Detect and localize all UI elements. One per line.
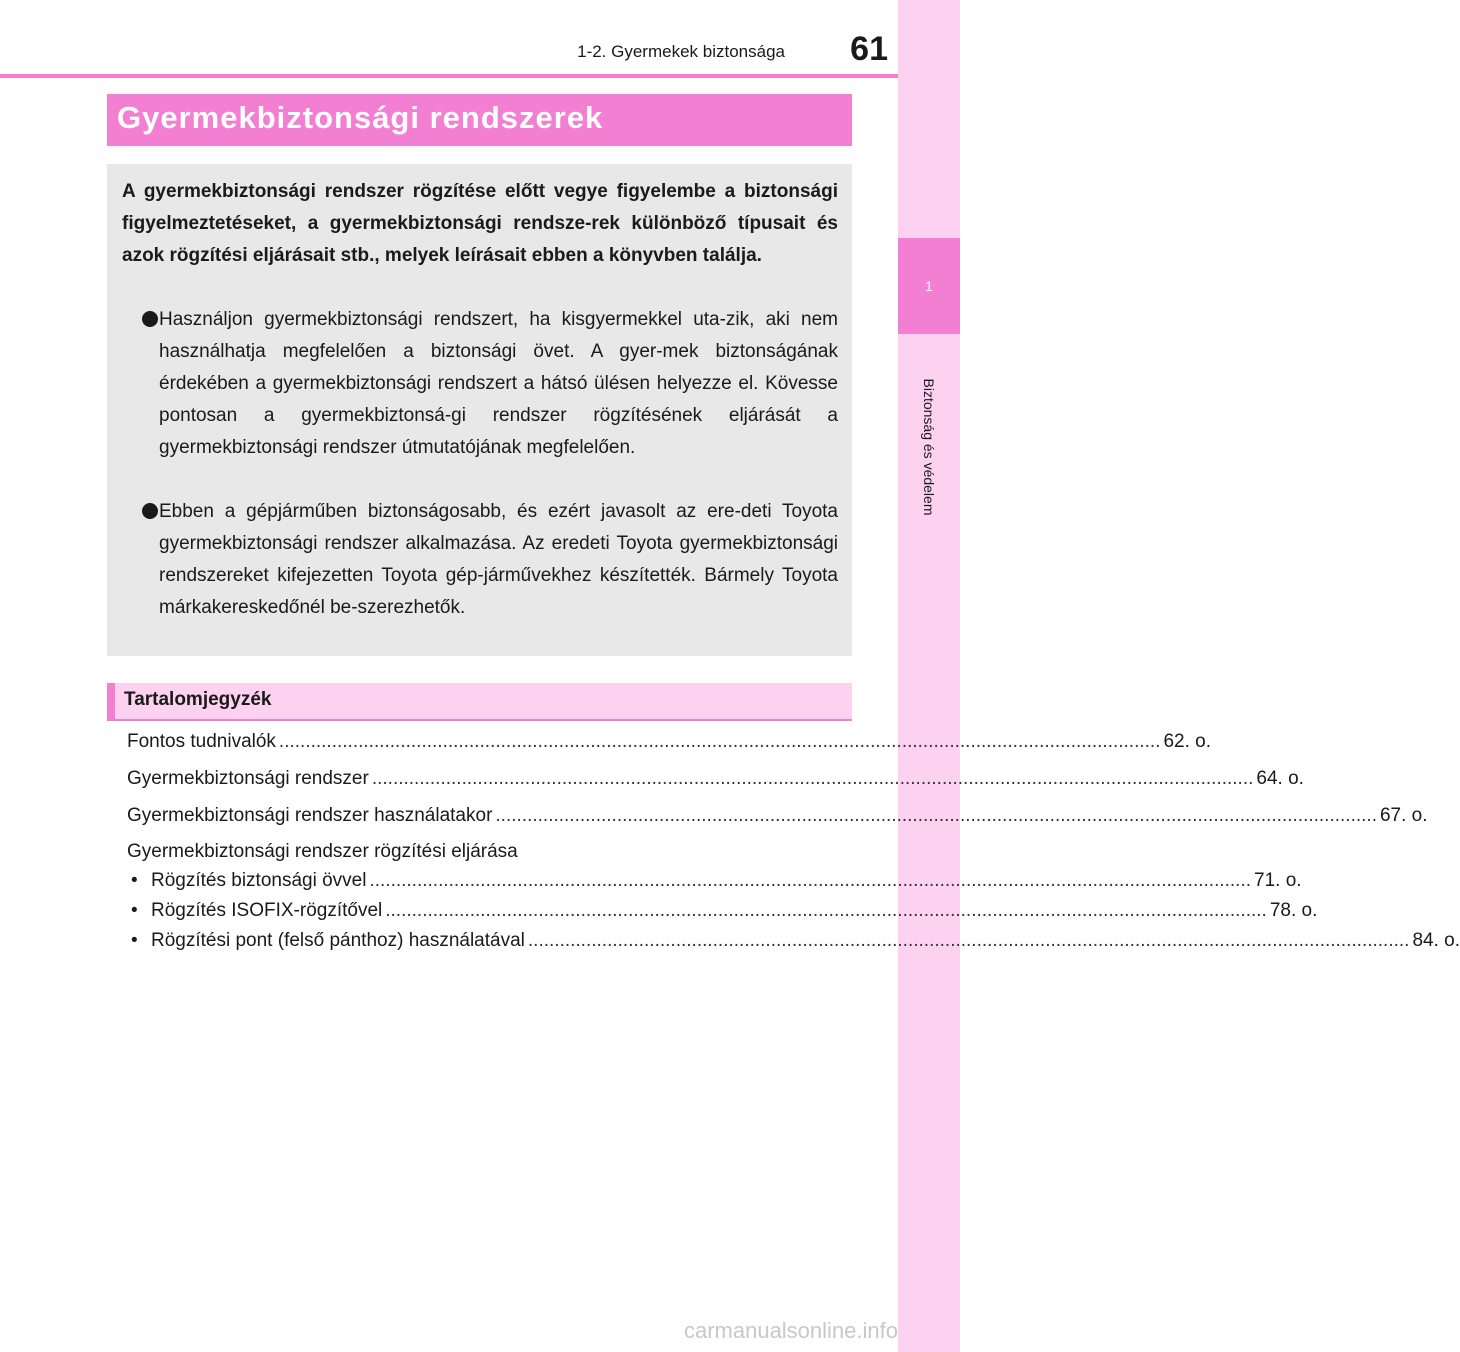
toc-entry-label: Fontos tudnivalók — [127, 731, 276, 752]
toc-entry-page: 67. o. — [1379, 805, 1428, 826]
intro-bullet — [122, 304, 838, 464]
toc-bullet: • — [131, 900, 138, 921]
chapter-label: Biztonság és védelem — [921, 378, 937, 516]
toc-entry-page: 64. o. — [1256, 768, 1304, 789]
toc-heading: Tartalomjegyzék — [124, 689, 272, 710]
toc-bullet: • — [131, 930, 138, 951]
toc-leader: ....................................................................................................................................................................... — [527, 930, 1410, 951]
toc-entry-label: Rögzítés biztonsági övvel — [151, 870, 367, 891]
toc-bullet: • — [131, 870, 138, 891]
toc-leader: ....................................................................................................................................................................... — [371, 768, 1254, 789]
section-title: 1-2. Gyermekek biztonsága — [577, 42, 785, 61]
title-banner — [107, 94, 852, 146]
chapter-side-tab — [898, 0, 960, 1352]
toc-entry-label: Rögzítés ISOFIX-rögzítővel — [151, 900, 383, 921]
intro-box — [107, 164, 852, 656]
header-rule — [0, 74, 960, 78]
toc-group-label: Gyermekbiztonsági rendszer rögzítési eljárása — [127, 841, 518, 862]
intro-bullet-text: Használjon gyermekbiztonsági rendszert, ha kisgyermekkel uta-zik, aki nem használhatja megfelelően a biztonsági övet. A gyer-mek biztonságának érdekében a gyermekbiztonsági rendszert a hátsó ülésen helyezze el. Kövesse pontosan a gyermekbiztonsá-gi rendszer rögzítésének eljárását a gyermekbiztonsági rendszer útmutatójának megfelelően. — [159, 309, 838, 458]
toc-entry-label: Gyermekbiztonsági rendszer — [127, 768, 369, 789]
toc-entry-page: 71. o. — [1254, 870, 1302, 891]
toc-sub-entry[interactable] — [131, 870, 1302, 896]
watermark: carmanualsonline.info — [683, 1318, 898, 1343]
toc-header-accent — [107, 683, 115, 721]
toc-sub-entry[interactable] — [131, 900, 1318, 926]
toc-entry[interactable] — [127, 805, 1428, 831]
toc-sub-entry[interactable] — [131, 930, 1460, 956]
toc-entry[interactable] — [127, 731, 1212, 757]
toc-entry-label: Gyermekbiztonsági rendszer használatakor — [127, 805, 493, 826]
page-title: Gyermekbiztonsági rendszerek — [117, 100, 604, 135]
page-number: 61 — [850, 30, 888, 68]
intro-bold-text: A gyermekbiztonsági rendszer rögzítése előtt vegye figyelembe a biztonsági figyelmeztetéseket, a gyermekbiztonsági rendsze-rek különböző típusait és azok rögzítési eljárásait stb., melyek leírásait ebben a könyvben találja. — [122, 181, 838, 266]
toc-entry-page: 78. o. — [1269, 900, 1318, 921]
toc-entry-label: Rögzítési pont (felső pánthoz) használatával — [151, 930, 525, 951]
bullet-dot-icon — [142, 311, 158, 327]
toc-entry[interactable] — [127, 768, 1304, 794]
toc-entry-page: 84. o. — [1412, 930, 1460, 951]
toc-leader: ....................................................................................................................................................................... — [278, 731, 1161, 752]
toc-leader: ....................................................................................................................................................................... — [495, 805, 1377, 826]
intro-bullet-text: Ebben a gépjárműben biztonságosabb, és ezért javasolt az ere-deti Toyota gyermekbiztonsági rendszer alkalmazása. Az eredeti Toyota gyermekbiztonsági rendszereket kifejezetten Toyota gép-járművekhez készítették. Bármely Toyota márkakereskedőnél be-szerezhetők. — [159, 501, 838, 618]
toc-header — [107, 683, 852, 721]
intro-bullet — [122, 496, 838, 624]
chapter-number-tab: 1 — [898, 238, 960, 334]
toc-leader: ....................................................................................................................................................................... — [369, 870, 1252, 891]
toc-leader: ....................................................................................................................................................................... — [385, 900, 1267, 921]
bullet-dot-icon — [142, 503, 158, 519]
toc-entry-page: 62. o. — [1163, 731, 1212, 752]
